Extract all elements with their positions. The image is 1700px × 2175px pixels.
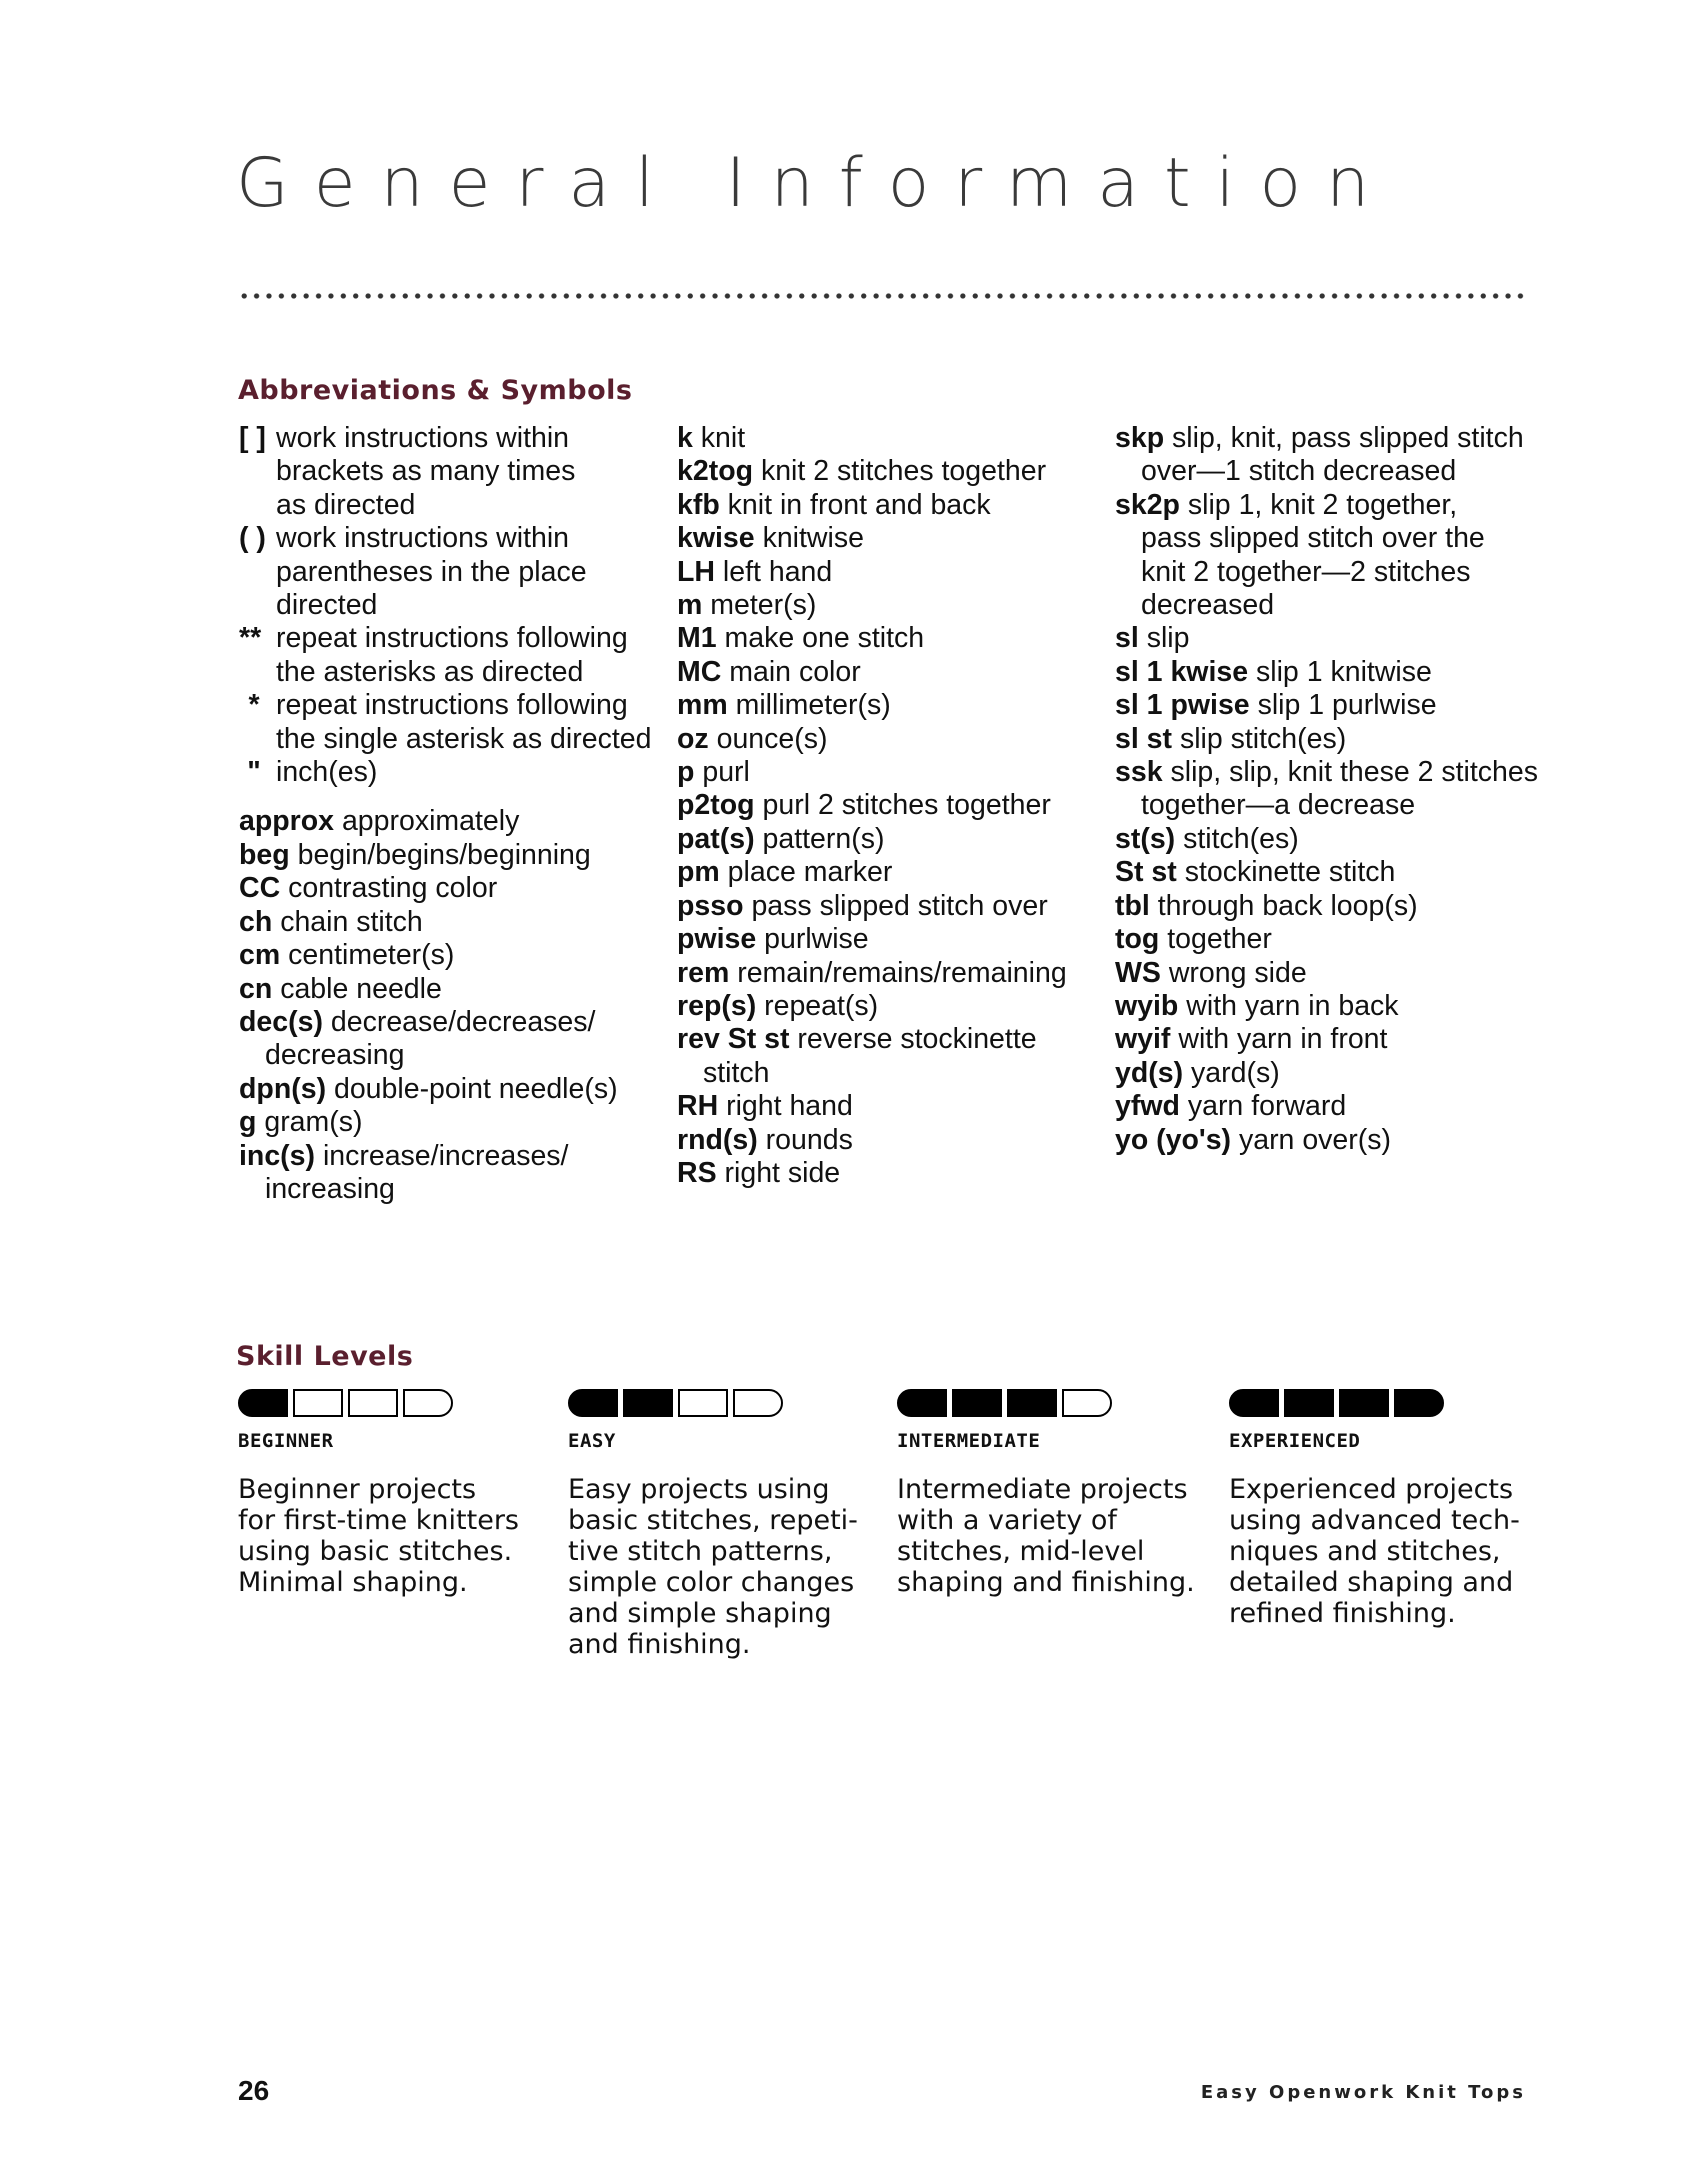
abbreviation-term: pwise — [677, 923, 757, 956]
skill-segment-filled — [1229, 1389, 1279, 1417]
abbreviation-definition: left hand — [722, 555, 833, 588]
skill-segment-filled — [1394, 1389, 1444, 1417]
abbreviation-definition: make one stitch — [724, 622, 925, 655]
skill-segment-filled — [238, 1389, 288, 1417]
abbreviation-entry — [1115, 689, 1555, 722]
abbreviation-entry — [1115, 957, 1555, 990]
abbreviation-entry — [239, 973, 659, 1006]
symbol-asterisk: * — [248, 689, 260, 722]
abbreviation-term: rev St st — [677, 1023, 790, 1056]
skill-level-experienced — [1229, 1389, 1539, 1629]
abbreviation-entry — [677, 856, 1107, 889]
abbreviation-definition: slip stitch(es) — [1179, 722, 1347, 755]
skill-meter — [897, 1389, 1207, 1417]
abbreviation-entry — [1115, 1090, 1555, 1123]
abbreviation-term: RS — [677, 1156, 717, 1189]
abbreviation-entry — [239, 1006, 659, 1073]
symbol-entry-asterisk — [239, 689, 659, 756]
abbreviation-term: st(s) — [1115, 822, 1176, 855]
abbreviation-definition: with yarn in back — [1186, 989, 1399, 1022]
abbreviation-entry — [1115, 856, 1555, 889]
skill-segment-filled — [1339, 1389, 1389, 1417]
skill-label: EXPERIENCED — [1229, 1430, 1361, 1452]
symbol-asterisk-text: repeat instructions following the single asterisk as directed — [276, 689, 652, 755]
abbreviation-entry — [677, 556, 1107, 589]
abbreviation-definition: centimeter(s) — [288, 939, 455, 972]
abbreviation-definition: yarn over(s) — [1238, 1123, 1392, 1156]
abbreviation-term: St st — [1115, 856, 1177, 889]
abbreviation-term: pat(s) — [677, 822, 755, 855]
abbreviation-entry — [239, 1073, 659, 1106]
abbreviation-definition: double-point needle(s) — [333, 1072, 618, 1105]
abbreviation-term: mm — [677, 689, 728, 722]
abbreviation-definition: yard(s) — [1191, 1056, 1280, 1089]
abbreviation-definition: pattern(s) — [762, 822, 885, 855]
skill-level-beginner — [238, 1389, 548, 1598]
abbreviation-term: kfb — [677, 488, 720, 521]
skill-level-easy — [568, 1389, 878, 1660]
abbreviation-definition: slip 1, knit 2 together, pass slipped stitch over the knit 2 together—2 stitches decreased — [1141, 488, 1485, 622]
abbreviations-heading: Abbreviations & Symbols — [238, 375, 633, 406]
skill-segment-filled — [1284, 1389, 1334, 1417]
abbreviation-definition: reverse stockinette stitch — [703, 1023, 1037, 1089]
skill-segment-filled — [952, 1389, 1002, 1417]
abbreviation-entry — [1115, 422, 1555, 489]
abbreviation-definition: knit 2 stitches together — [760, 455, 1047, 488]
abbreviation-entry — [1115, 723, 1555, 756]
abbreviation-definition: begin/begins/beginning — [297, 838, 591, 871]
abbreviation-entry — [677, 1023, 1107, 1090]
abbreviation-term: yd(s) — [1115, 1056, 1184, 1089]
abbreviation-term: RH — [677, 1090, 719, 1123]
abbreviation-definition: decrease/decreases/ decreasing — [265, 1005, 596, 1072]
abbreviation-definition: together — [1167, 923, 1272, 956]
skill-description: Easy projects using basic stitches, repeti- tive stitch patterns, simple color changes and simple shaping and finishing. — [568, 1474, 858, 1660]
symbols-list — [239, 422, 659, 789]
skill-label: BEGINNER — [238, 1430, 334, 1452]
abbreviation-entry — [677, 422, 1107, 455]
skill-segment-filled — [623, 1389, 673, 1417]
abbreviations-column-3 — [1115, 422, 1555, 1157]
abbreviation-entry — [677, 589, 1107, 622]
abbreviation-definition: slip, slip, knit these 2 stitches together—a decrease — [1141, 756, 1538, 822]
abbreviation-term: yfwd — [1115, 1090, 1180, 1123]
abbreviation-entry — [677, 522, 1107, 555]
abbreviation-term: m — [677, 589, 703, 622]
symbol-entry-inch — [239, 756, 659, 789]
skill-meter — [1229, 1389, 1539, 1417]
abbreviation-definition: cable needle — [280, 972, 442, 1005]
skill-label: EASY — [568, 1430, 616, 1452]
abbreviation-entry — [1115, 1023, 1555, 1056]
skill-meter — [568, 1389, 878, 1417]
abbreviation-definition: chain stitch — [280, 905, 423, 938]
abbreviation-definition: purl 2 stitches together — [762, 789, 1051, 822]
abbreviation-term: rem — [677, 956, 730, 989]
abbreviation-term: beg — [239, 838, 290, 871]
symbol-entry-parentheses — [239, 522, 659, 622]
abbreviation-term: oz — [677, 722, 709, 755]
abbreviation-entry — [677, 990, 1107, 1023]
abbreviation-entry — [677, 890, 1107, 923]
symbol-entry-double-asterisk — [239, 622, 659, 689]
abbreviation-term: inc(s) — [239, 1139, 316, 1172]
abbreviation-term: sk2p — [1115, 488, 1180, 521]
abbreviation-term: sl st — [1115, 722, 1173, 755]
abbreviation-definition: slip 1 purlwise — [1257, 689, 1437, 722]
abbreviation-term: cm — [239, 939, 281, 972]
abbreviation-term: p2tog — [677, 789, 755, 822]
abbreviation-definition: stockinette stitch — [1184, 856, 1396, 889]
abbreviation-term: skp — [1115, 422, 1165, 454]
abbreviation-definition: increase/increases/ increasing — [265, 1139, 569, 1205]
abbreviation-term: pm — [677, 856, 720, 889]
abbreviation-term: psso — [677, 889, 744, 922]
abbreviation-definition: with yarn in front — [1178, 1023, 1388, 1056]
abbreviation-entry — [1115, 1124, 1555, 1157]
abbreviation-term: tbl — [1115, 889, 1150, 922]
abbreviation-definition: contrasting color — [288, 872, 498, 905]
page-number: 26 — [238, 2075, 270, 2106]
skill-segment-empty — [403, 1389, 453, 1417]
abbreviation-entry — [1115, 890, 1555, 923]
skill-description: Beginner projects for first-time knitters using basic stitches. Minimal shaping. — [238, 1474, 519, 1598]
abbreviation-term: sl 1 kwise — [1115, 655, 1249, 688]
dotted-divider — [238, 293, 1528, 299]
abbreviation-term: M1 — [677, 622, 717, 655]
abbreviation-entry — [1115, 823, 1555, 856]
skill-description: Experienced projects using advanced tech- niques and stitches, detailed shaping and refined finishing. — [1229, 1474, 1520, 1629]
abbreviation-term: g — [239, 1106, 257, 1139]
abbreviation-definition: knit in front and back — [727, 488, 991, 521]
abbreviation-term: ssk — [1115, 756, 1163, 789]
abbreviation-term: LH — [677, 555, 715, 588]
abbreviation-definition: repeat(s) — [764, 989, 879, 1022]
abbreviation-term: dec(s) — [239, 1005, 323, 1038]
abbreviation-definition: wrong side — [1168, 956, 1307, 989]
abbreviation-term: k — [677, 422, 693, 454]
skill-segment-empty — [293, 1389, 343, 1417]
abbreviation-definition: rounds — [765, 1123, 853, 1156]
abbreviation-definition: right side — [724, 1156, 841, 1189]
abbreviation-definition: place marker — [727, 856, 893, 889]
abbreviation-entry — [239, 1140, 659, 1207]
abbreviation-entry — [677, 957, 1107, 990]
abbreviation-term: sl 1 pwise — [1115, 689, 1250, 722]
abbreviation-definition: gram(s) — [264, 1106, 363, 1139]
symbol-parentheses: ( ) — [239, 522, 266, 555]
abbreviation-term: rnd(s) — [677, 1123, 758, 1156]
abbreviation-definition: approximately — [341, 805, 520, 838]
abbreviation-term: approx — [239, 805, 335, 838]
abbreviation-entry — [1115, 923, 1555, 956]
abbreviation-definition: knit — [700, 422, 746, 454]
abbreviation-definition: slip, knit, pass slipped stitch over—1 stitch decreased — [1141, 422, 1524, 488]
abbreviation-entry — [1115, 756, 1555, 823]
abbreviation-definition: pass slipped stitch over — [751, 889, 1048, 922]
abbreviation-definition: through back loop(s) — [1157, 889, 1418, 922]
abbreviation-term: WS — [1115, 956, 1161, 989]
skill-segment-filled — [897, 1389, 947, 1417]
abbreviation-term: p — [677, 756, 695, 789]
abbreviation-definition: slip 1 knitwise — [1256, 655, 1432, 688]
abbreviation-entry — [239, 839, 659, 872]
symbol-parentheses-text: work instructions within parentheses in the place directed — [276, 522, 587, 622]
skill-segment-empty — [348, 1389, 398, 1417]
abbreviation-entry — [677, 823, 1107, 856]
abbreviation-term: wyib — [1115, 989, 1179, 1022]
symbol-entry-brackets — [239, 422, 659, 522]
skill-levels-heading: Skill Levels — [236, 1341, 414, 1372]
abbreviation-entry — [677, 455, 1107, 488]
abbreviation-entry — [239, 1106, 659, 1139]
abbreviations-column-2 — [677, 422, 1107, 1190]
abbreviation-entry — [1115, 656, 1555, 689]
abbreviation-definition: purlwise — [764, 923, 869, 956]
skill-segment-filled — [568, 1389, 618, 1417]
page-title: General Information — [236, 144, 1395, 223]
abbreviation-entry — [1115, 1057, 1555, 1090]
abbreviation-entry — [677, 689, 1107, 722]
abbreviation-entry — [1115, 990, 1555, 1023]
abbreviation-definition: stitch(es) — [1183, 822, 1299, 855]
abbreviation-entry — [239, 805, 659, 838]
abbreviation-entry — [677, 923, 1107, 956]
abbreviation-term: CC — [239, 872, 281, 905]
abbreviation-term: dpn(s) — [239, 1072, 327, 1105]
abbreviations-column-1 — [239, 422, 659, 1206]
abbreviation-definition: yarn forward — [1187, 1090, 1347, 1123]
symbol-brackets: [ ] — [239, 422, 266, 454]
abbreviation-term: cn — [239, 972, 273, 1005]
abbreviation-list-3 — [1115, 422, 1555, 1157]
abbreviation-list-2 — [677, 422, 1107, 1190]
abbreviation-entry — [239, 939, 659, 972]
symbol-double-asterisk: ** — [239, 622, 262, 655]
abbreviation-term: wyif — [1115, 1023, 1171, 1056]
abbreviation-entry — [1115, 622, 1555, 655]
abbreviation-entry — [677, 1157, 1107, 1190]
abbreviation-entry — [677, 789, 1107, 822]
abbreviation-definition: slip — [1146, 622, 1190, 655]
skill-segment-empty — [733, 1389, 783, 1417]
abbreviation-definition: main color — [729, 655, 861, 688]
abbreviation-entry — [677, 756, 1107, 789]
skill-level-intermediate — [897, 1389, 1207, 1598]
abbreviation-term: kwise — [677, 522, 755, 555]
abbreviation-term: ch — [239, 905, 273, 938]
abbreviation-definition: knitwise — [762, 522, 864, 555]
abbreviation-list-1 — [239, 805, 659, 1206]
skill-segment-empty — [678, 1389, 728, 1417]
abbreviation-entry — [239, 872, 659, 905]
symbol-brackets-text: work instructions within brackets as many times as directed — [276, 422, 576, 521]
abbreviation-term: k2tog — [677, 455, 754, 488]
book-title: Easy Openwork Knit Tops — [1200, 2082, 1526, 2103]
abbreviation-definition: millimeter(s) — [735, 689, 891, 722]
symbol-inch: " — [247, 756, 261, 789]
abbreviation-entry — [677, 1090, 1107, 1123]
spacer — [239, 789, 659, 805]
abbreviation-definition: purl — [702, 756, 750, 789]
abbreviation-entry — [239, 906, 659, 939]
abbreviation-entry — [677, 723, 1107, 756]
skill-meter — [238, 1389, 548, 1417]
abbreviation-term: sl — [1115, 622, 1139, 655]
abbreviation-entry — [677, 1124, 1107, 1157]
abbreviation-entry — [677, 489, 1107, 522]
abbreviation-definition: ounce(s) — [716, 722, 828, 755]
symbol-inch-text: inch(es) — [276, 756, 378, 789]
abbreviation-entry — [677, 622, 1107, 655]
abbreviation-term: MC — [677, 655, 722, 688]
abbreviation-term: rep(s) — [677, 989, 757, 1022]
skill-label: INTERMEDIATE — [897, 1430, 1041, 1452]
symbol-double-asterisk-text: repeat instructions following the asterisks as directed — [276, 622, 628, 688]
abbreviation-entry — [1115, 489, 1555, 623]
abbreviation-term: yo (yo's) — [1115, 1123, 1232, 1156]
abbreviation-entry — [677, 656, 1107, 689]
skill-description: Intermediate projects with a variety of stitches, mid-level shaping and finishing. — [897, 1474, 1195, 1598]
abbreviation-definition: right hand — [726, 1090, 853, 1123]
abbreviation-definition: meter(s) — [710, 589, 817, 622]
skill-segment-empty — [1062, 1389, 1112, 1417]
abbreviation-definition: remain/remains/remaining — [737, 956, 1067, 989]
skill-segment-filled — [1007, 1389, 1057, 1417]
abbreviation-term: tog — [1115, 923, 1160, 956]
